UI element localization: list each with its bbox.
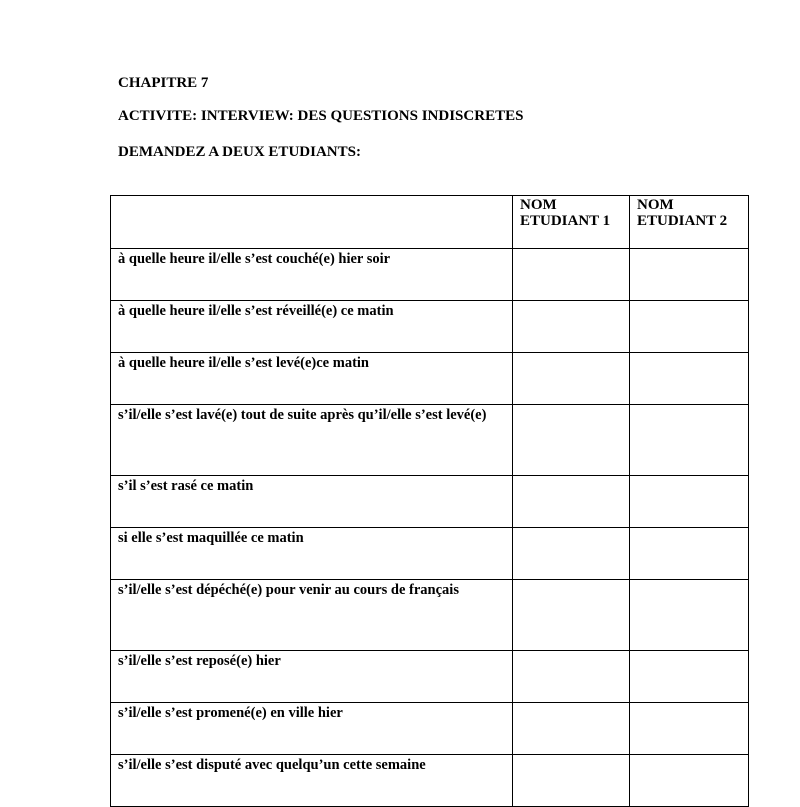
question-cell: s’il/elle s’est reposé(e) hier [111, 651, 513, 703]
question-cell: s’il/elle s’est lavé(e) tout de suite après qu’il/elle s’est levé(e) [111, 405, 513, 476]
table-row [111, 755, 749, 807]
table-header-row [111, 196, 749, 249]
student-2-answer-cell[interactable] [630, 476, 749, 528]
question-cell: s’il/elle s’est disputé avec quelqu’un cette semaine [111, 755, 513, 807]
student-2-answer-cell[interactable] [630, 703, 749, 755]
student-2-answer-cell[interactable] [630, 580, 749, 651]
student-1-column-header [513, 196, 630, 249]
table-row [111, 580, 749, 651]
table-row [111, 353, 749, 405]
student-1-answer-cell[interactable] [513, 301, 630, 353]
student-2-header-line1: NOM [637, 197, 674, 213]
student-2-answer-cell[interactable] [630, 755, 749, 807]
student-2-answer-cell[interactable] [630, 405, 749, 476]
student-2-answer-cell[interactable] [630, 353, 749, 405]
table-row [111, 301, 749, 353]
student-1-answer-cell[interactable] [513, 353, 630, 405]
student-2-answer-cell[interactable] [630, 528, 749, 580]
student-2-header-line2: ETUDIANT 2 [637, 213, 728, 229]
table-row [111, 476, 749, 528]
student-1-header-line1: NOM [520, 197, 557, 213]
student-1-header-line2: ETUDIANT 1 [520, 213, 611, 229]
question-cell: si elle s’est maquillée ce matin [111, 528, 513, 580]
question-cell: à quelle heure il/elle s’est levé(e)ce matin [111, 353, 513, 405]
activity-title: ACTIVITE: INTERVIEW: DES QUESTIONS INDISCRETES [118, 108, 524, 124]
instruction-text: DEMANDEZ A DEUX ETUDIANTS: [118, 144, 361, 160]
question-cell: s’il/elle s’est dépéché(e) pour venir au cours de français [111, 580, 513, 651]
student-1-answer-cell[interactable] [513, 580, 630, 651]
table-row [111, 703, 749, 755]
student-1-answer-cell[interactable] [513, 755, 630, 807]
table-row [111, 651, 749, 703]
student-2-column-header [630, 196, 749, 249]
student-1-answer-cell[interactable] [513, 528, 630, 580]
table-row [111, 528, 749, 580]
table-row [111, 405, 749, 476]
question-cell: à quelle heure il/elle s’est réveillé(e) ce matin [111, 301, 513, 353]
chapter-title: CHAPITRE 7 [118, 75, 209, 91]
student-2-answer-cell[interactable] [630, 301, 749, 353]
question-cell: s’il s’est rasé ce matin [111, 476, 513, 528]
student-2-answer-cell[interactable] [630, 249, 749, 301]
student-2-answer-cell[interactable] [630, 651, 749, 703]
student-1-answer-cell[interactable] [513, 249, 630, 301]
question-cell: à quelle heure il/elle s’est couché(e) hier soir [111, 249, 513, 301]
question-column-header [111, 196, 513, 249]
student-1-answer-cell[interactable] [513, 476, 630, 528]
student-1-answer-cell[interactable] [513, 651, 630, 703]
table-row [111, 249, 749, 301]
student-1-answer-cell[interactable] [513, 405, 630, 476]
question-cell: s’il/elle s’est promené(e) en ville hier [111, 703, 513, 755]
interview-table [110, 195, 749, 807]
student-1-answer-cell[interactable] [513, 703, 630, 755]
